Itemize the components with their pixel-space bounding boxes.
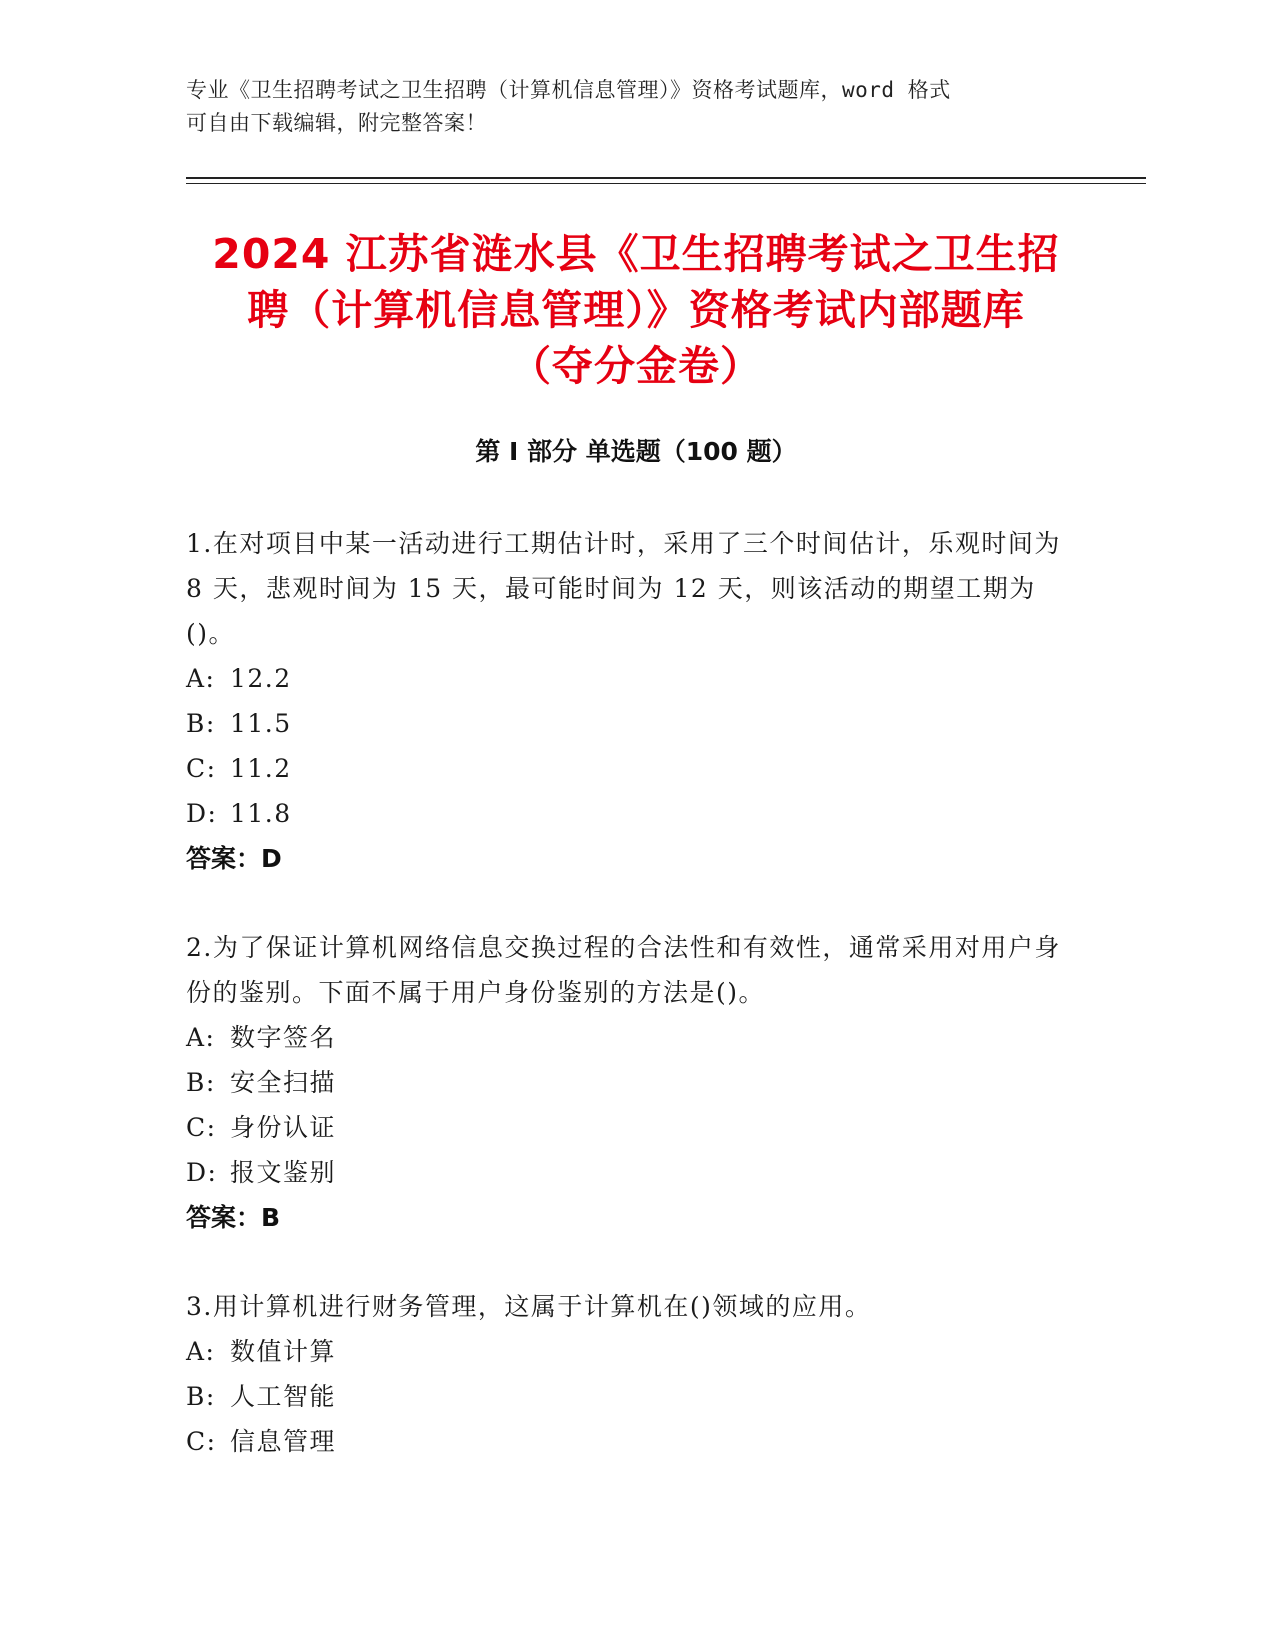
answer: 答案：B: [186, 1203, 281, 1232]
option-label: A:: [186, 1337, 216, 1366]
option-text: 人工智能: [230, 1382, 337, 1411]
document-title-line-3: （夺分金卷）: [510, 342, 762, 390]
option-label: B:: [186, 1382, 216, 1411]
option-a: [186, 656, 1066, 701]
option-label: C:: [186, 754, 217, 783]
option-d: [186, 791, 1066, 836]
header-divider-thick: [186, 177, 1146, 179]
option-label: B:: [186, 709, 216, 738]
header-divider-thin: [186, 183, 1146, 184]
option-a: [186, 1329, 1066, 1374]
option-text: 安全扫描: [230, 1068, 337, 1097]
option-d: [186, 1150, 1066, 1195]
question-text: 1.在对项目中某一活动进行工期估计时，采用了三个时间估计，乐观时间为 8 天，悲观时间为 15 天，最可能时间为 12 天，则该活动的期望工期为()。: [186, 529, 1061, 648]
option-b: [186, 1374, 1066, 1419]
option-label: D:: [186, 1158, 218, 1187]
header-note: [186, 74, 1066, 140]
option-label: A:: [186, 664, 216, 693]
option-text: 12.2: [230, 664, 292, 693]
option-label: C:: [186, 1427, 217, 1456]
question-2: [186, 925, 1066, 1240]
option-text: 数字签名: [230, 1023, 337, 1052]
option-text: 报文鉴别: [230, 1158, 337, 1187]
question-text: 2.为了保证计算机网络信息交换过程的合法性和有效性，通常采用对用户身份的鉴别。下面不属于用户身份鉴别的方法是()。: [186, 933, 1061, 1007]
option-c: [186, 1419, 1066, 1464]
document-title-line-1: 2024 江苏省涟水县《卫生招聘考试之卫生招: [212, 230, 1060, 278]
option-label: B:: [186, 1068, 216, 1097]
option-b: [186, 701, 1066, 746]
header-note-line-2: 可自由下载编辑，附完整答案！: [186, 111, 487, 135]
option-label: D:: [186, 799, 218, 828]
option-text: 数值计算: [230, 1337, 337, 1366]
option-c: [186, 1105, 1066, 1150]
question-1: [186, 521, 1066, 881]
option-text: 身份认证: [230, 1113, 337, 1142]
option-text: 11.5: [230, 709, 292, 738]
option-c: [186, 746, 1066, 791]
question-text: 3.用计算机进行财务管理，这属于计算机在()领域的应用。: [186, 1292, 872, 1321]
question-3: [186, 1284, 1066, 1464]
option-text: 11.8: [230, 799, 292, 828]
section-title: 第 I 部分 单选题（100 题）: [475, 437, 797, 466]
answer: 答案：D: [186, 844, 282, 873]
option-b: [186, 1060, 1066, 1105]
option-text: 11.2: [230, 754, 292, 783]
option-text: 信息管理: [230, 1427, 337, 1456]
option-a: [186, 1015, 1066, 1060]
option-label: A:: [186, 1023, 216, 1052]
document-title: [186, 226, 1086, 394]
question-list: [186, 521, 1066, 1508]
option-label: C:: [186, 1113, 217, 1142]
header-note-line-1: 专业《卫生招聘考试之卫生招聘（计算机信息管理）》资格考试题库，word 格式: [186, 78, 951, 102]
document-title-line-2: 聘（计算机信息管理）》资格考试内部题库: [247, 286, 1025, 334]
